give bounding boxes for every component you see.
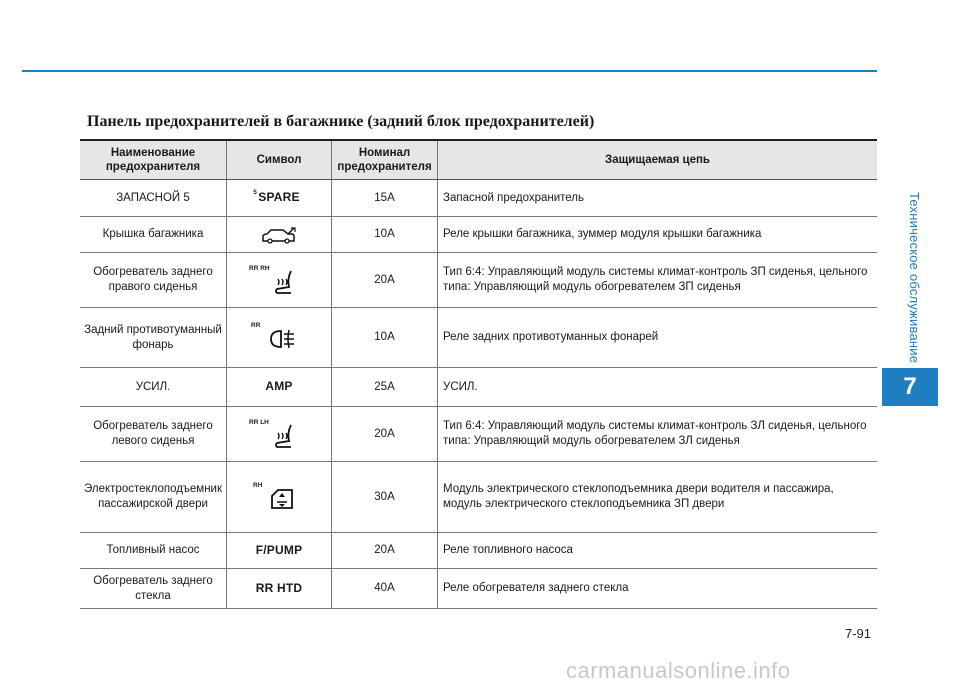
fuse-circuit: Тип 6:4: Управляющий модуль системы климат-контроль ЗЛ сиденья, цельного типа: Управляющий модуль обогревателем ЗЛ сиденья bbox=[438, 407, 877, 462]
symbol-text: F/PUMP bbox=[255, 542, 303, 557]
fuse-rating: 40A bbox=[332, 569, 438, 609]
symbol-superscript: 5 bbox=[253, 189, 257, 196]
fuse-name: Задний противотуманный фонарь bbox=[80, 308, 227, 368]
symbol-superscript: RR LH bbox=[249, 418, 269, 426]
fuse-symbol bbox=[227, 308, 332, 368]
column-header-symbol: Символ bbox=[227, 140, 332, 180]
fuse-name: УСИЛ. bbox=[80, 368, 227, 407]
fuse-table bbox=[80, 139, 877, 609]
table-row bbox=[80, 368, 877, 407]
table-row bbox=[80, 533, 877, 569]
fuse-symbol bbox=[227, 217, 332, 253]
table-row bbox=[80, 407, 877, 462]
fuse-rating: 20A bbox=[332, 533, 438, 569]
fuse-symbol bbox=[227, 569, 332, 609]
fuse-circuit: Запасной предохранитель bbox=[438, 180, 877, 217]
fuse-rating: 30A bbox=[332, 462, 438, 533]
watermark: carmanualsonline.info bbox=[566, 658, 791, 683]
fuse-rating: 10A bbox=[332, 308, 438, 368]
table-row bbox=[80, 180, 877, 217]
symbol-superscript: RH bbox=[253, 481, 263, 489]
fuse-name: Обогреватель заднего левого сиденья bbox=[80, 407, 227, 462]
table-row bbox=[80, 462, 877, 533]
fuse-circuit: УСИЛ. bbox=[438, 368, 877, 407]
fuse-name: Обогреватель заднего правого сиденья bbox=[80, 253, 227, 308]
symbol-text: AMP bbox=[265, 379, 293, 393]
page-number: 7-91 bbox=[845, 626, 872, 641]
column-header-rating: Номинал предохранителя bbox=[332, 140, 438, 180]
fuse-symbol bbox=[227, 368, 332, 407]
symbol-text: SPARE bbox=[258, 190, 300, 204]
fuse-circuit: Реле топливного насоса bbox=[438, 533, 877, 569]
top-rule bbox=[22, 70, 877, 72]
column-header-circuit: Защищаемая цепь bbox=[438, 140, 877, 180]
table-row bbox=[80, 217, 877, 253]
symbol-text: RR HTD bbox=[255, 580, 303, 595]
table-row bbox=[80, 308, 877, 368]
power-window-icon bbox=[269, 488, 295, 510]
symbol-superscript: RR bbox=[251, 322, 261, 329]
fuse-name: Крышка багажника bbox=[80, 217, 227, 253]
seat-heater-icon bbox=[271, 269, 297, 295]
fuse-rating: 20A bbox=[332, 407, 438, 462]
page-title: Панель предохранителей в багажнике (задний блок предохранителей) bbox=[87, 113, 595, 130]
chapter-tab: 7 bbox=[882, 368, 938, 406]
table-header-row bbox=[80, 140, 877, 180]
symbol-superscript: RR RH bbox=[249, 264, 270, 272]
fuse-rating: 20A bbox=[332, 253, 438, 308]
seat-heater-icon bbox=[271, 423, 297, 449]
fuse-name: Топливный насос bbox=[80, 533, 227, 569]
fuse-circuit: Реле задних противотуманных фонарей bbox=[438, 308, 877, 368]
fuse-circuit: Реле крышки багажника, зуммер модуля крышки багажника bbox=[438, 217, 877, 253]
fuse-circuit: Тип 6:4: Управляющий модуль системы климат-контроль ЗП сиденья, цельного типа: Управляющий модуль обогревателем ЗП сиденья bbox=[438, 253, 877, 308]
table-row bbox=[80, 569, 877, 609]
fuse-symbol bbox=[227, 180, 332, 217]
fuse-name: ЗАПАСНОЙ 5 bbox=[80, 180, 227, 217]
trunk-open-icon bbox=[261, 226, 297, 244]
rear-fog-lamp-icon bbox=[267, 328, 297, 350]
fuse-name: Электростеклоподъемник пассажирской двери bbox=[80, 462, 227, 533]
fuse-symbol bbox=[227, 462, 332, 533]
fuse-symbol bbox=[227, 407, 332, 462]
fuse-rating: 25A bbox=[332, 368, 438, 407]
fuse-name: Обогреватель заднего стекла bbox=[80, 569, 227, 609]
fuse-rating: 10A bbox=[332, 217, 438, 253]
table-row bbox=[80, 253, 877, 308]
fuse-circuit: Реле обогревателя заднего стекла bbox=[438, 569, 877, 609]
fuse-rating: 15A bbox=[332, 180, 438, 217]
fuse-circuit: Модуль электрического стеклоподъемника двери водителя и пассажира, модуль электрического стеклоподъемника ЗП двери bbox=[438, 462, 877, 533]
fuse-symbol bbox=[227, 533, 332, 569]
fuse-symbol bbox=[227, 253, 332, 308]
column-header-name: Наименование предохранителя bbox=[80, 140, 227, 180]
section-title-vertical: Техническое обслуживание bbox=[907, 191, 922, 364]
